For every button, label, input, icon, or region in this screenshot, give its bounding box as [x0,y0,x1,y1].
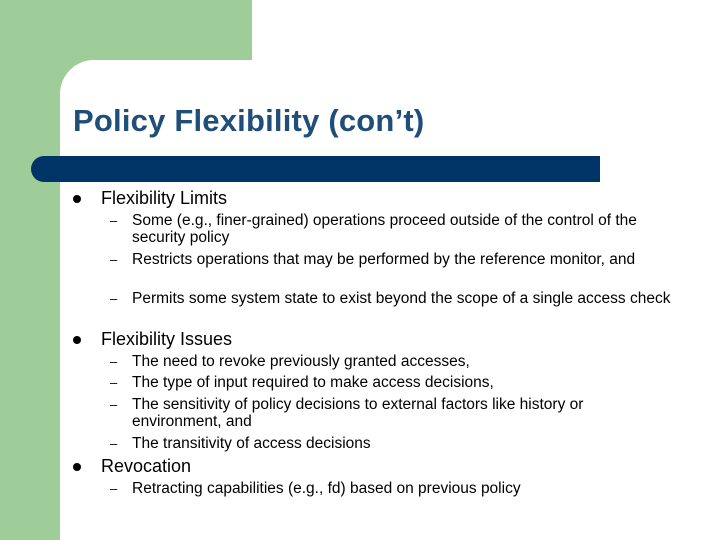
dash-icon: – [110,252,118,267]
slide-title: Policy Flexibility (con’t) [73,103,425,138]
list-item: Retracting capabilities (e.g., fd) based on previous policy [132,480,521,497]
dash-icon: – [110,291,118,306]
section-heading: Flexibility Limits [101,188,228,208]
dash-icon: – [110,354,118,369]
list-item: Permits some system state to exist beyond the scope of a single access check [132,290,671,307]
dash-icon: – [110,397,118,412]
dash-icon: – [110,375,118,390]
list-item: Some (e.g., finer-grained) operations proceed outside of the control of the security policy [132,212,637,246]
bullet-dot-icon [73,336,81,344]
section-heading: Revocation [101,456,192,476]
list-item: The type of input required to make access decisions, [132,374,494,391]
dash-icon: – [110,213,118,228]
list-item: The transitivity of access decisions [132,435,371,452]
bullet-dot-icon [73,463,81,471]
dash-icon: – [110,436,118,451]
list-item: The sensitivity of policy decisions to external factors like history or environment, and [132,396,584,430]
list-item: The need to revoke previously granted accesses, [132,353,470,370]
dash-icon: – [110,481,118,496]
bullet-dot-icon [73,195,81,203]
section-heading: Flexibility Issues [101,329,233,349]
list-item: Restricts operations that may be performed by the reference monitor, and [132,251,636,268]
